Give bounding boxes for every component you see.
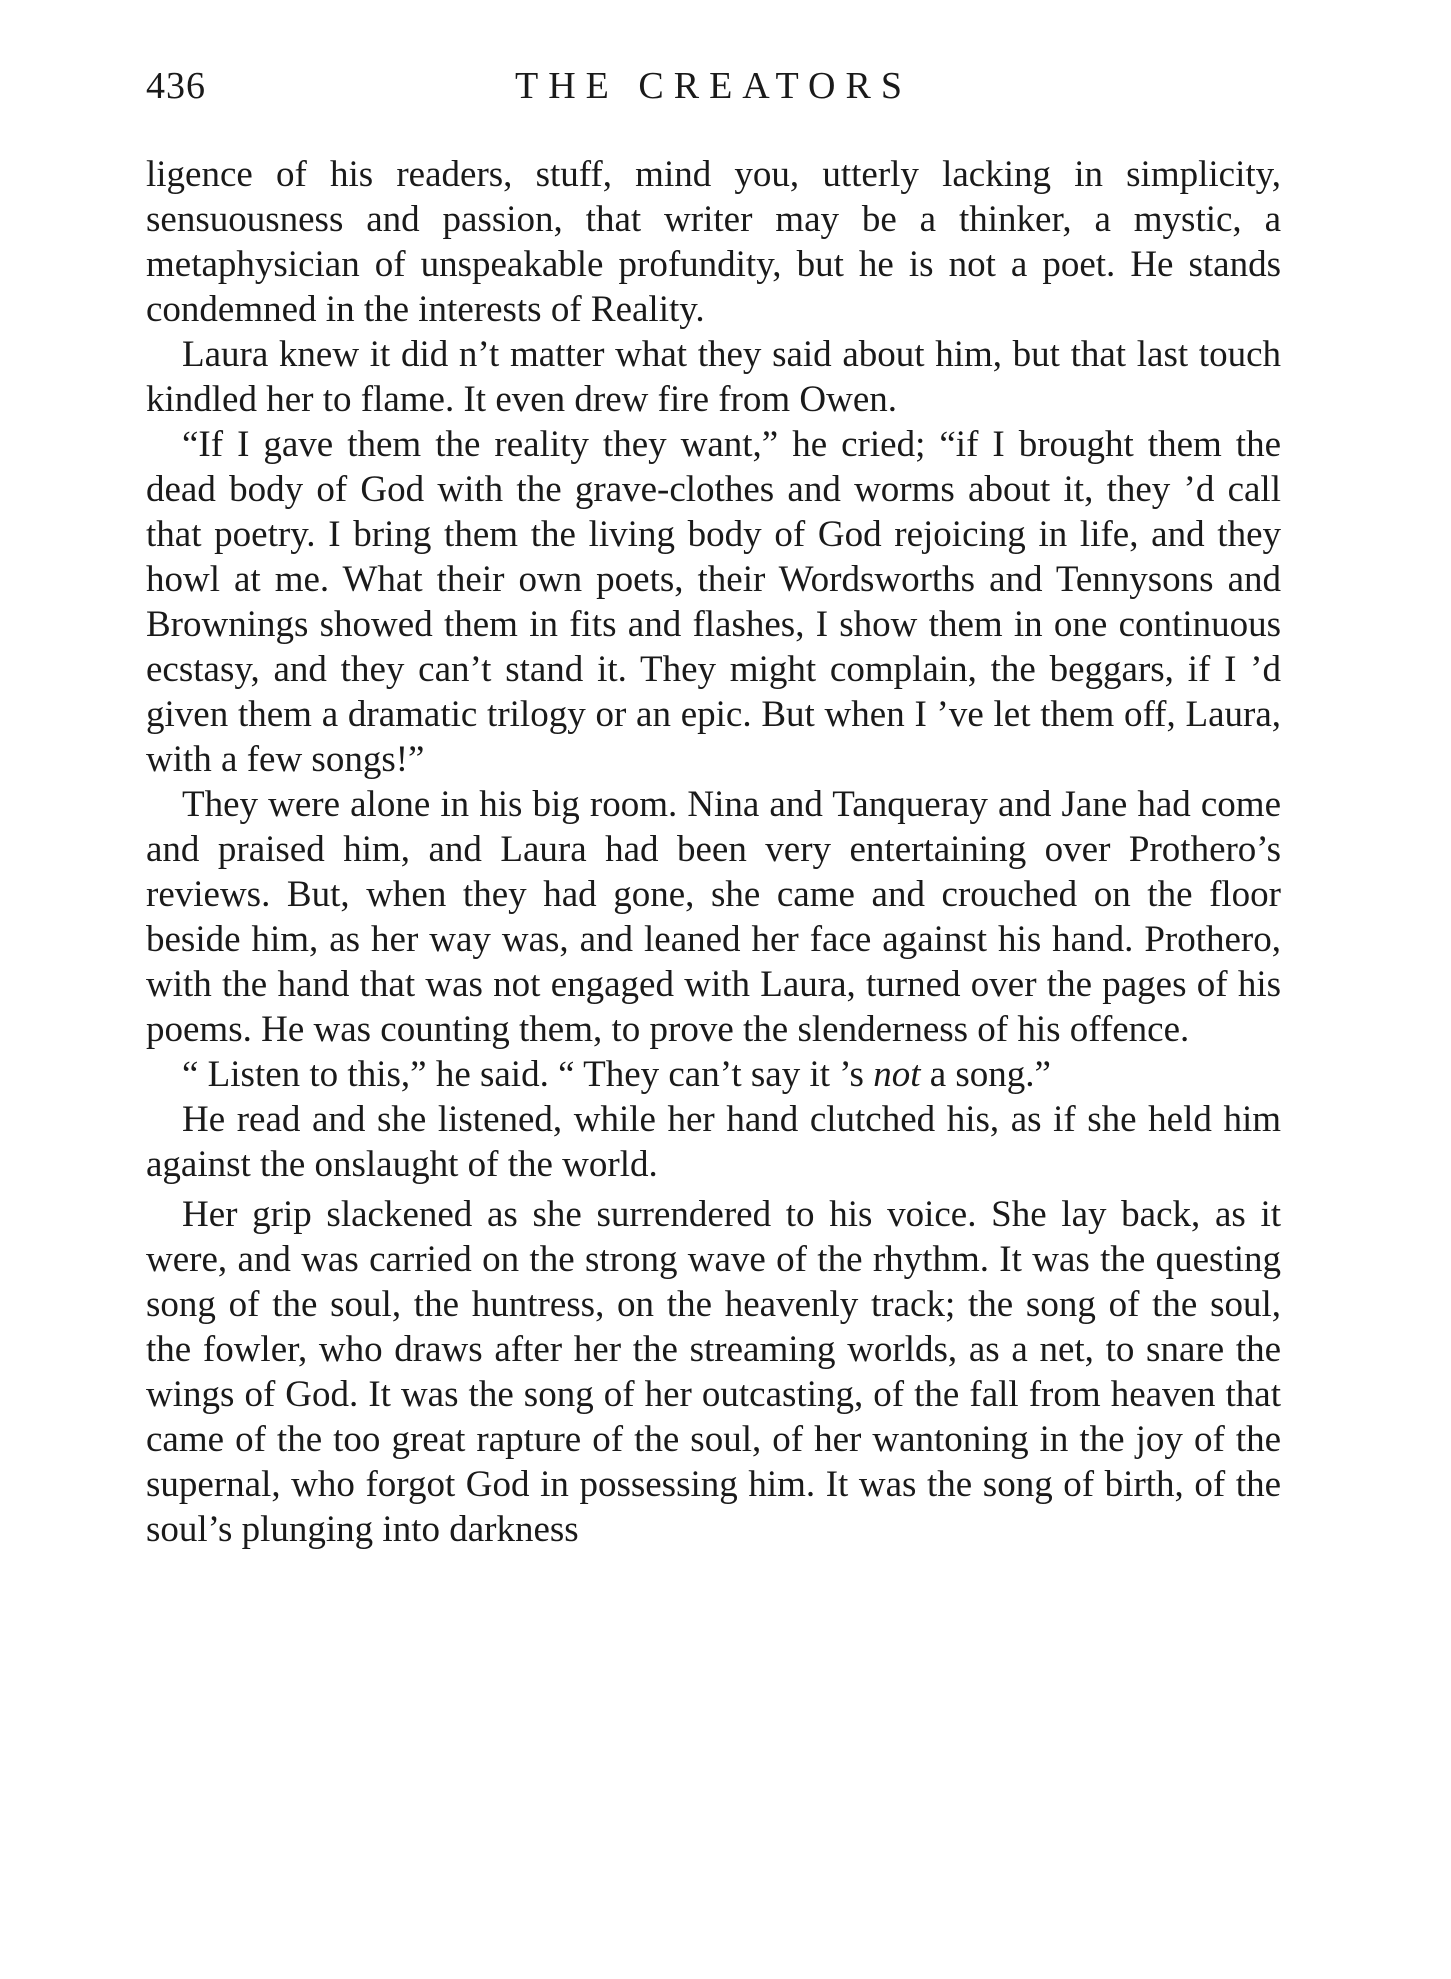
paragraph-1: ligence of his readers, stuff, mind you, utterly lacking in simplicity, sensuousness and passion, that writer may be a thinker, a mystic, a metaphysician of unspeakable profundity, but he is not a poet. He stands condemned in the interests of Reality.: [146, 154, 1281, 330]
running-title: THE CREATORS: [515, 65, 912, 107]
paragraph-5: [146, 1052, 1281, 1097]
page-header: [146, 64, 1281, 124]
paragraph-5-after: a song.”: [920, 1054, 1051, 1095]
paragraph-3: “If I gave them the reality they want,” he cried; “if I brought them the dead body of God with the grave-clothes and worms about it, they ’d call that poetry. I bring them the living body of God rejoicing in life, and they howl at me. What their own poets, their Wordsworths and Tennysons and Brownings showed them in fits and flashes, I show them in one continuous ecstasy, and they can’t stand it. They might complain, the beggars, if I ’d given them a dramatic trilogy or an epic. But when I ’ve let them off, Laura, with a few songs!”: [146, 424, 1281, 780]
paragraph-5-before: “ Listen to this,” he said. “ They can’t say it ’s: [182, 1054, 874, 1095]
paragraph-4: They were alone in his big room. Nina and Tanqueray and Jane had come and praised him, and Laura had been very entertaining over Prothero’s reviews. But, when they had gone, she came and crouched on the floor beside him, as her way was, and leaned her face against his hand. Prothero, with the hand that was not engaged with Laura, turned over the pages of his poems. He was counting them, to prove the slenderness of his offence.: [146, 784, 1281, 1050]
paragraph-6: He read and she listened, while her hand clutched his, as if she held him against the onslaught of the world.: [146, 1099, 1281, 1185]
paragraph-7: Her grip slackened as she surrendered to his voice. She lay back, as it were, and was carried on the strong wave of the rhythm. It was the questing song of the soul, the huntress, on the heavenly track; the song of the soul, the fowler, who draws after her the streaming worlds, as a net, to snare the wings of God. It was the song of her outcasting, of the fall from heaven that came of the too great rapture of the soul, of her wantoning in the joy of the supernal, who forgot God in possessing him. It was the song of birth, of the soul’s plunging into darkness: [146, 1194, 1281, 1550]
paragraph-2: Laura knew it did n’t matter what they said about him, but that last touch kindled her to flame. It even drew fire from Owen.: [146, 334, 1281, 420]
paragraph-5-emphasis: not: [873, 1054, 921, 1095]
body-text: [146, 152, 1281, 1552]
page-number: 436: [146, 65, 206, 107]
